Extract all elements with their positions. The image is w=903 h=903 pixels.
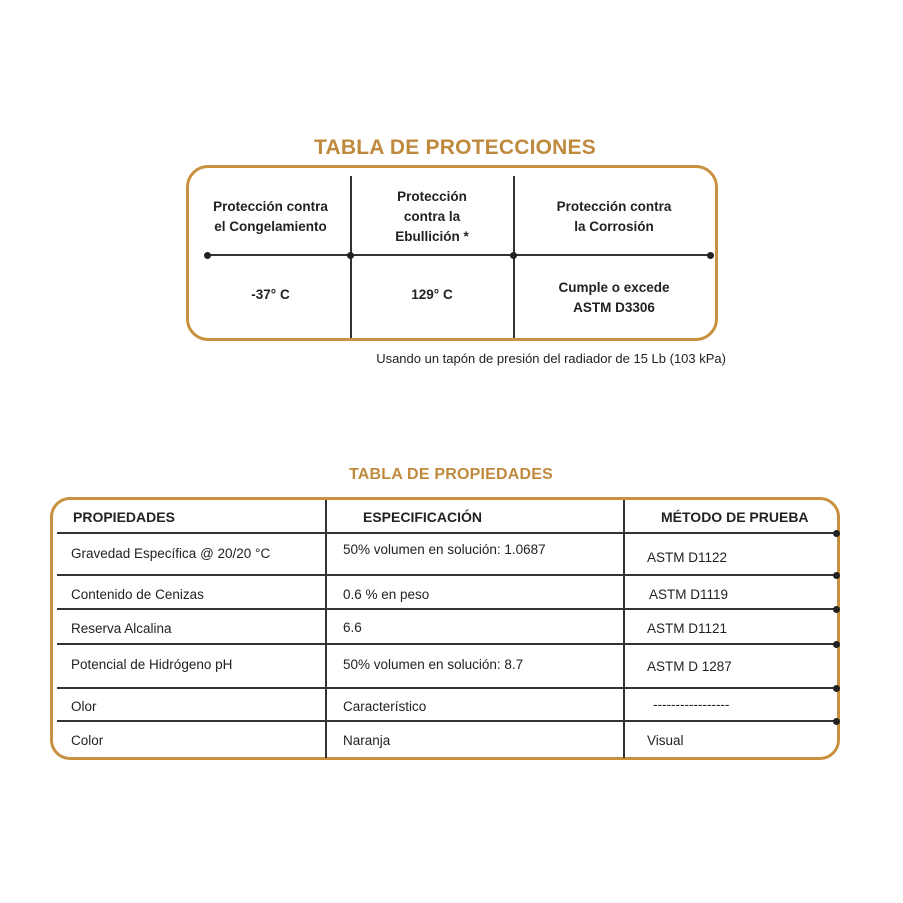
property-spec: Naranja <box>343 733 391 748</box>
divider-dot <box>833 641 840 648</box>
property-spec: Característico <box>343 699 427 714</box>
property-name: Potencial de Hidrógeno pH <box>71 657 233 672</box>
properties-table <box>50 497 840 760</box>
row-divider <box>57 532 837 534</box>
property-spec: 6.6 <box>343 620 362 635</box>
protection-table-title: TABLA DE PROTECCIONES <box>314 136 596 159</box>
divider-dot <box>833 685 840 692</box>
property-name: Reserva Alcalina <box>71 621 172 636</box>
property-name: Contenido de Cenizas <box>71 587 204 602</box>
pressure-note: Usando un tapón de presión del radiador de 15 Lb (103 kPa) <box>376 351 726 366</box>
property-spec: 50% volumen en solución: 1.0687 <box>343 542 546 557</box>
property-spec: 0.6 % en peso <box>343 587 430 602</box>
row-divider <box>207 254 711 256</box>
property-name: Color <box>71 733 104 748</box>
property-method: ASTM D1121 <box>647 621 728 636</box>
row-divider <box>57 720 837 722</box>
column-header-specification: ESPECIFICACIÓN <box>363 509 483 525</box>
property-method: ASTM D1122 <box>647 550 728 565</box>
column-header-test-method: MÉTODO DE PRUEBA <box>661 509 809 525</box>
property-method: ASTM D 1287 <box>647 659 732 674</box>
row-divider <box>57 643 837 645</box>
property-spec: 50% volumen en solución: 8.7 <box>343 657 524 672</box>
header-corrosion-protection: Protección contra la Corrosión <box>556 199 672 234</box>
divider-dot <box>204 252 211 259</box>
value-boil-protection: 129° C <box>411 287 453 302</box>
divider-dot <box>833 718 840 725</box>
property-name: Gravedad Específica @ 20/20 °C <box>71 546 271 561</box>
header-boil-protection: Protección contra la Ebullición * <box>395 189 469 244</box>
property-method: ----------------- <box>653 697 730 712</box>
divider-dot <box>833 606 840 613</box>
row-divider <box>57 608 837 610</box>
value-freeze-protection: -37° C <box>251 287 290 302</box>
property-name: Olor <box>71 699 97 714</box>
property-method: ASTM D1119 <box>649 587 729 602</box>
property-method: Visual <box>647 733 684 748</box>
divider-dot <box>707 252 714 259</box>
properties-table-title: TABLA DE PROPIEDADES <box>348 466 553 483</box>
column-header-properties: PROPIEDADES <box>73 509 175 525</box>
row-divider <box>57 687 837 689</box>
divider-dot <box>833 572 840 579</box>
divider-dot <box>833 530 840 537</box>
header-freeze-protection: Protección contra el Congelamiento <box>213 199 328 234</box>
value-corrosion-protection: Cumple o excede ASTM D3306 <box>558 280 670 315</box>
row-divider <box>57 574 837 576</box>
divider-dot <box>510 252 517 259</box>
protection-table <box>186 165 718 341</box>
